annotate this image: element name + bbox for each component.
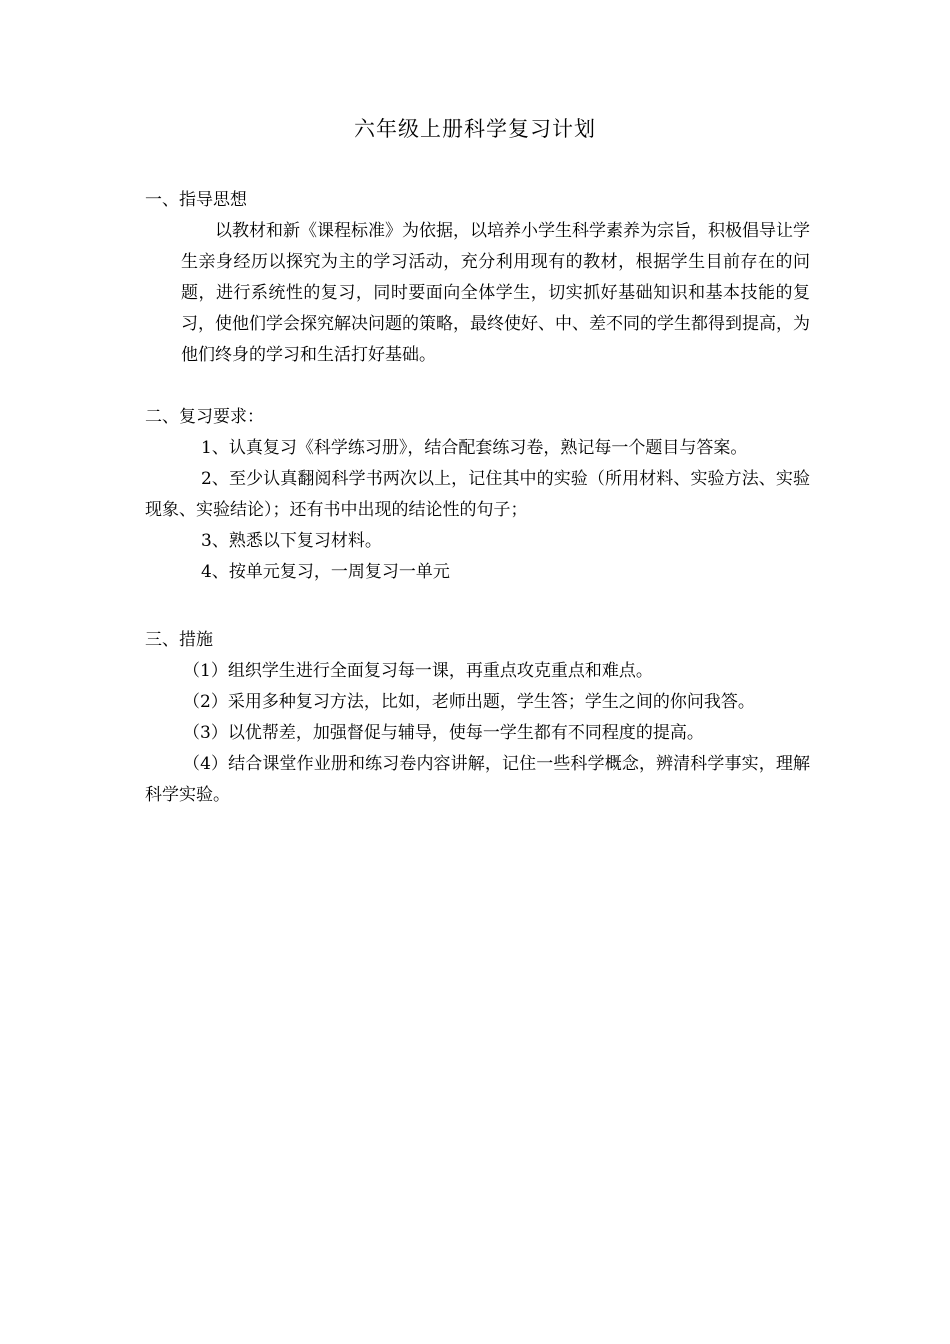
list-item: （2）采用多种复习方法，比如，老师出题，学生答；学生之间的你问我答。	[183, 692, 755, 712]
list-item: 1、认真复习《科学练习册》，结合配套练习卷，熟记每一个题目与答案。	[201, 438, 748, 458]
paragraph: 以教材和新《课程标准》为依据，以培养小学生科学素养为宗旨，积极倡导让学生亲身经历以探究为主的学习活动，充分利用现有的教材，根据学生目前存在的问题，进行系统性的复习，同时要面向全体学生，切实抓好基础知识和基本技能的复习，使他们学会探究解决问题的策略，最终使好、中、差不同的学生都得到提高，为他们终身的学习和生活打好基础。	[181, 221, 810, 365]
section-review-requirements	[145, 402, 810, 588]
section-heading: 一、指导思想	[145, 190, 247, 210]
list-item: （3）以优帮差，加强督促与辅导，使每一学生都有不同程度的提高。	[183, 723, 704, 743]
document-title: 六年级上册科学复习计划	[354, 117, 596, 141]
list-item: （1）组织学生进行全面复习每一课，再重点攻克重点和难点。	[183, 661, 653, 681]
list-item: 3、熟悉以下复习材料。	[201, 531, 382, 551]
list-item: 4、按单元复习，一周复习一单元	[201, 562, 450, 582]
section-heading: 三、措施	[145, 630, 213, 650]
section-measures	[145, 625, 810, 811]
list-item: （4）结合课堂作业册和练习卷内容讲解，记住一些科学概念，辨清科学事实，理解科学实验。	[145, 754, 810, 805]
document-body	[145, 185, 810, 811]
section-heading: 二、复习要求：	[145, 407, 264, 427]
list-item: 2、至少认真翻阅科学书两次以上，记住其中的实验（所用材料、实验方法、实验现象、实验结论）；还有书中出现的结论性的句子；	[145, 469, 810, 520]
section-spacer	[145, 588, 810, 625]
section-guiding-ideology	[145, 185, 810, 402]
